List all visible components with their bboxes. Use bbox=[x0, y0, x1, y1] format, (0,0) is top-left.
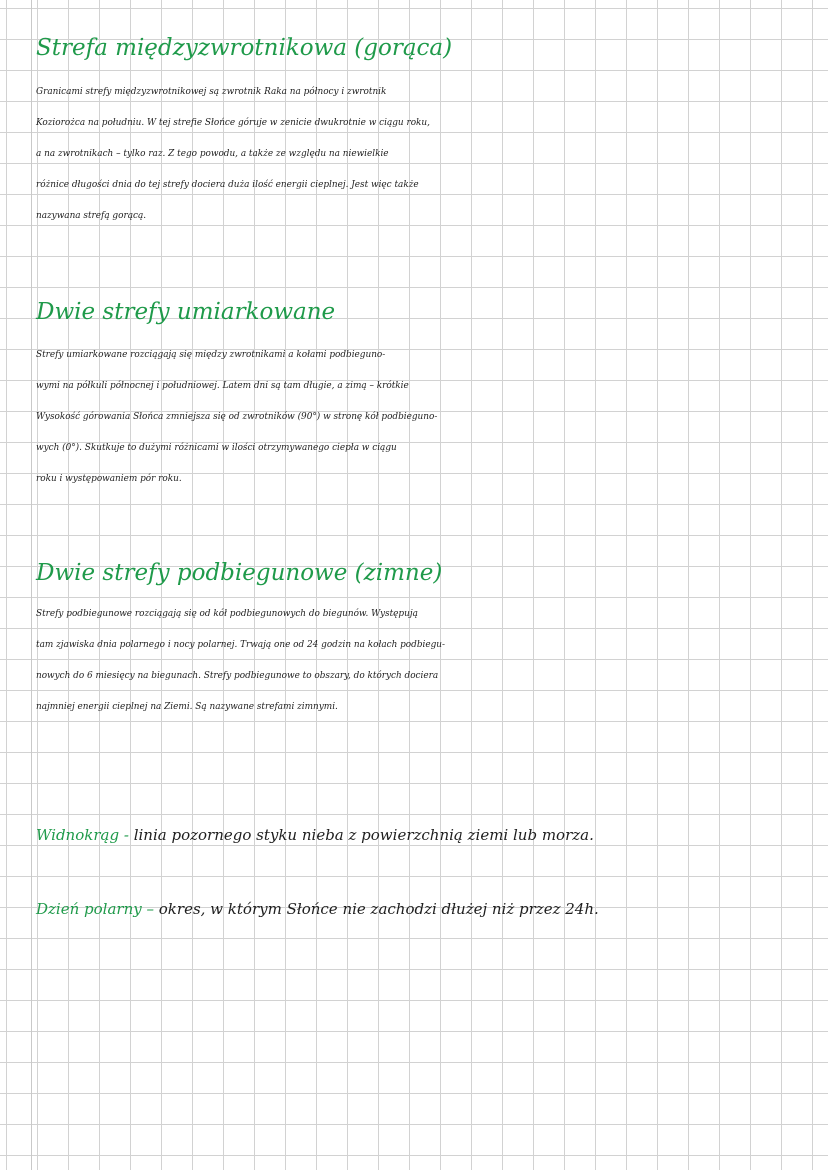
section-paragraph-tropical bbox=[36, 77, 826, 232]
definition-dash: – bbox=[146, 900, 154, 918]
paragraph-line: Strefy umiarkowane rozciągają się między zwrotnikami a kołami podbieguno- bbox=[36, 350, 386, 360]
definition-term: Widnokrąg bbox=[36, 826, 120, 844]
section-heading-polar: Dwie strefy podbiegunowe (zimne) bbox=[36, 560, 443, 586]
paragraph-line: nazywana strefą gorącą. bbox=[36, 211, 147, 221]
definition-term: Dzień polarny bbox=[36, 900, 142, 918]
section-heading-tropical: Strefa międzyzwrotnikowa (gorąca) bbox=[36, 35, 453, 61]
paragraph-line: roku i występowaniem pór roku. bbox=[36, 474, 182, 484]
paragraph-line: wych (0°). Skutkuje to dużymi różnicami w ilości otrzymywanego ciepła w ciągu bbox=[36, 443, 397, 453]
paragraph-line: Strefy podbiegunowe rozciągają się od kół podbiegunowych do biegunów. Występują bbox=[36, 609, 418, 619]
paragraph-line: wymi na półkuli północnej i południowej. Latem dni są tam długie, a zimą – krótkie bbox=[36, 381, 409, 391]
paragraph-line: a na zwrotnikach – tylko raz. Z tego powodu, a także ze względu na niewielkie bbox=[36, 149, 389, 159]
definition-text: linia pozornego styku nieba z powierzchnią ziemi lub morza. bbox=[133, 826, 594, 844]
paragraph-line: Wysokość górowania Słońca zmniejsza się od zwrotników (90°) w stronę kół podbieguno- bbox=[36, 412, 438, 422]
definition-text: okres, w którym Słońce nie zachodzi dłużej niż przez 24h. bbox=[158, 900, 599, 918]
paragraph-line: Koziorożca na południu. W tej strefie Słońce góruje w zenicie dwukrotnie w ciągu roku, bbox=[36, 118, 430, 128]
section-paragraph-polar bbox=[36, 599, 826, 723]
definition-polar-day bbox=[36, 900, 599, 918]
paragraph-line: nowych do 6 miesięcy na biegunach. Strefy podbiegunowe to obszary, do których dociera bbox=[36, 671, 439, 681]
paragraph-line: najmniej energii cieplnej na Ziemi. Są nazywane strefami zimnymi. bbox=[36, 702, 338, 712]
section-heading-temperate: Dwie strefy umiarkowane bbox=[36, 299, 336, 325]
section-paragraph-temperate bbox=[36, 340, 826, 495]
margin-line bbox=[31, 0, 32, 1170]
definition-dash: - bbox=[123, 826, 129, 844]
paragraph-line: tam zjawiska dnia polarnego i nocy polarnej. Trwają one od 24 godzin na kołach podbiegu- bbox=[36, 640, 445, 650]
definition-horizon bbox=[36, 826, 594, 844]
paragraph-line: różnice długości dnia do tej strefy dociera duża ilość energii cieplnej. Jest więc także bbox=[36, 180, 419, 190]
paragraph-line: Granicami strefy międzyzwrotnikowej są zwrotnik Raka na północy i zwrotnik bbox=[36, 87, 387, 97]
